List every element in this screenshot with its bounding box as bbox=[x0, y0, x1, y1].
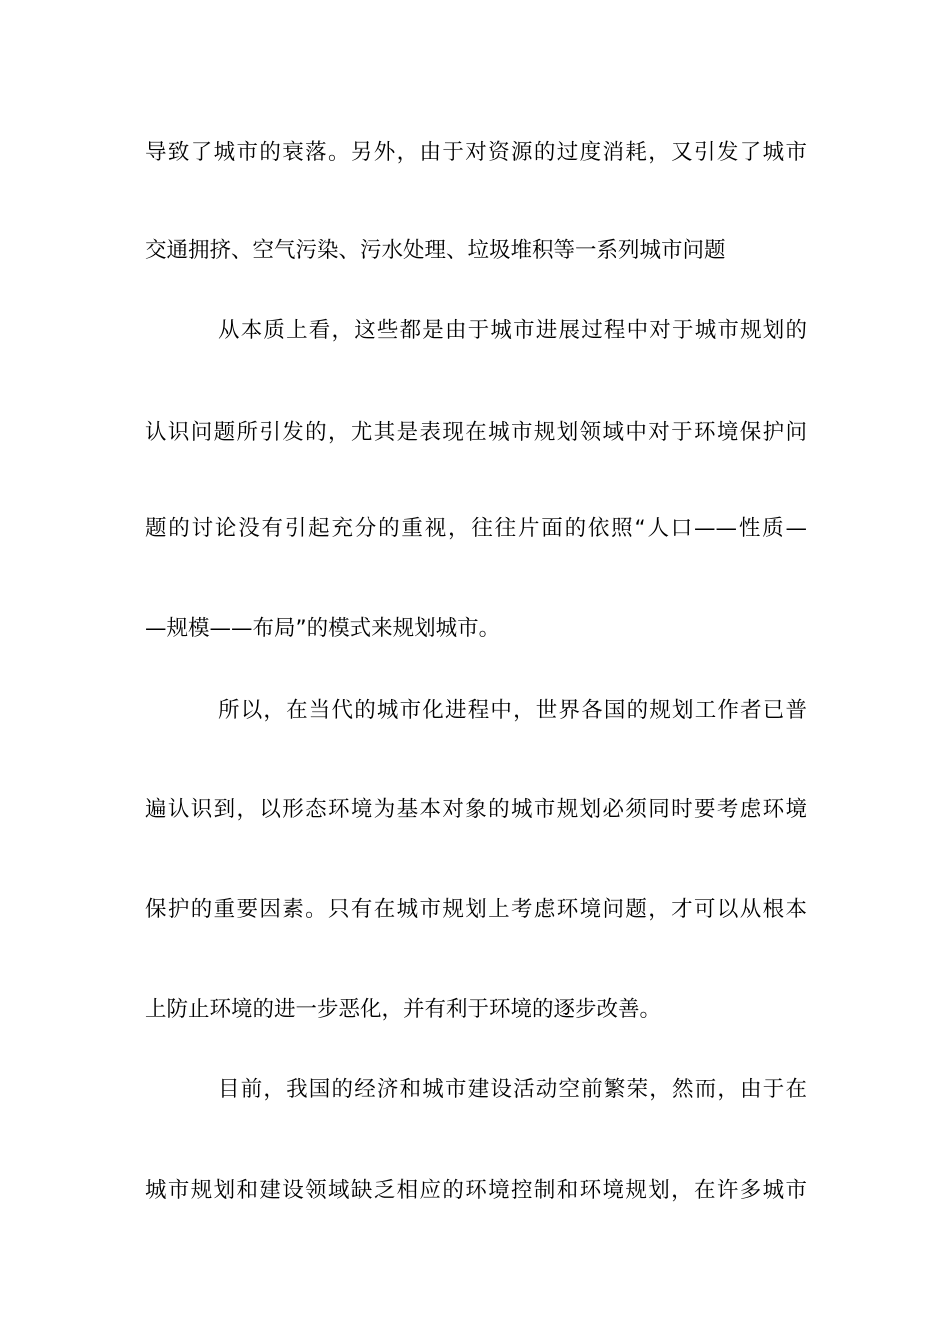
text-line: 保护的重要因素。只有在城市规划上考虑环境问题，才可以从根本 bbox=[145, 897, 807, 922]
paragraph-first-line: 所以，在当代的城市化进程中，世界各国的规划工作者已普 bbox=[218, 698, 807, 723]
text-line: 遍认识到，以形态环境为基本对象的城市规划必须同时要考虑环境 bbox=[145, 797, 807, 822]
paragraph-first-line: 目前，我国的经济和城市建设活动空前繁荣，然而，由于在 bbox=[218, 1077, 807, 1102]
paragraph-first-line: 从本质上看，这些都是由于城市进展过程中对于城市规划的 bbox=[218, 318, 807, 343]
text-line: 题的讨论没有引起充分的重视，往往片面的依照“人口——性质— bbox=[145, 516, 807, 541]
text-line: 上防止环境的进一步恶化，并有利于环境的逐步改善。 bbox=[145, 997, 662, 1022]
text-line: —规模——布局”的模式来规划城市。 bbox=[145, 616, 501, 641]
text-line: 城市规划和建设领域缺乏相应的环境控制和环境规划，在许多城市 bbox=[145, 1178, 807, 1203]
text-line: 认识问题所引发的，尤其是表现在城市规划领域中对于环境保护问 bbox=[145, 420, 807, 445]
text-line: 导致了城市的衰落。另外，由于对资源的过度消耗，又引发了城市 bbox=[145, 140, 807, 165]
text-line: 交通拥挤、空气污染、污水处理、垃圾堆积等一系列城市问题 bbox=[145, 238, 726, 263]
